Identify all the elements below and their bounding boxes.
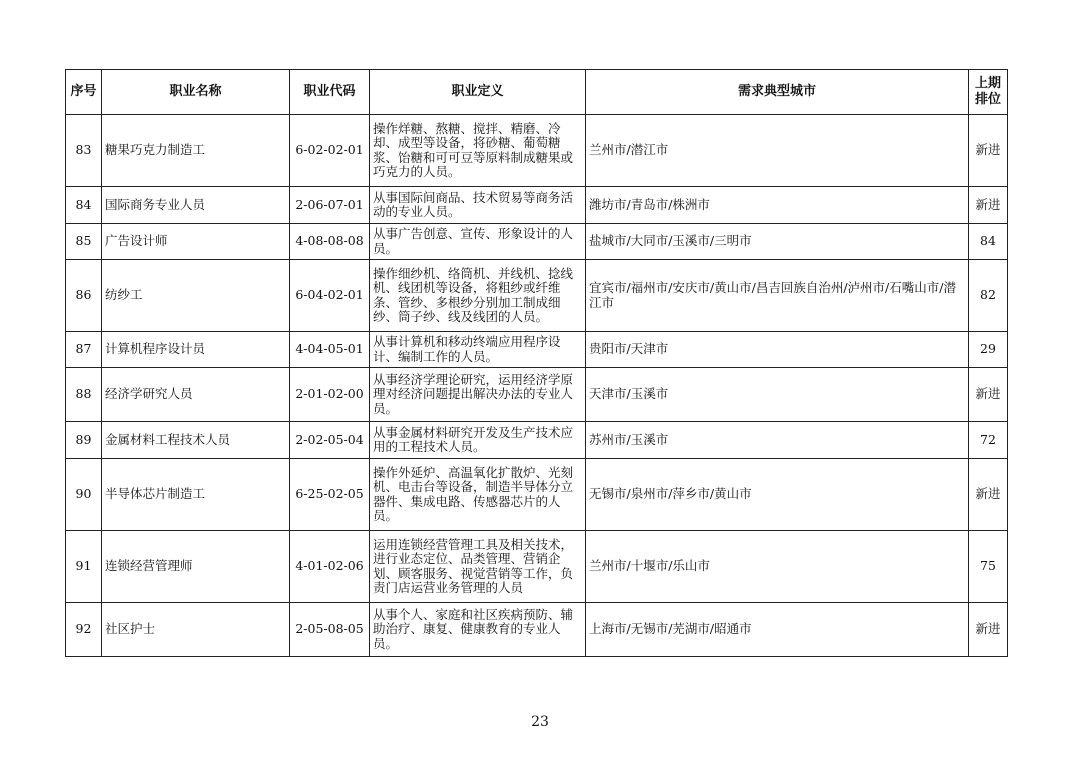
row-definition: 操作细纱机、络筒机、并线机、捻线机、线团机等设备，将粗纱或纤维条、管纱、多根纱分别加工制成细纱、筒子纱、线及线团的人员。: [370, 260, 586, 332]
row-name: 半导体芯片制造工: [102, 459, 290, 531]
row-definition: 操作烊糖、熬糖、搅拌、精磨、冷却、成型等设备，将砂糖、葡萄糖浆、饴糖和可可豆等原料制成糖果或巧克力的人员。: [370, 115, 586, 187]
header-cities: 需求典型城市: [586, 70, 969, 115]
table-row: [66, 368, 1008, 422]
row-rank: 新进: [969, 603, 1008, 657]
header-code: 职业代码: [290, 70, 370, 115]
row-name: 糖果巧克力制造工: [102, 115, 290, 187]
header-name: 职业名称: [102, 70, 290, 115]
row-no: 87: [66, 332, 102, 368]
row-no: 91: [66, 531, 102, 603]
row-name: 广告设计师: [102, 224, 290, 260]
row-no: 84: [66, 187, 102, 224]
header-rank: 上期排位: [969, 70, 1008, 115]
row-code: 4-08-08-08: [290, 224, 370, 260]
row-no: 83: [66, 115, 102, 187]
row-name: 国际商务专业人员: [102, 187, 290, 224]
row-cities: 潍坊市/青岛市/株洲市: [586, 187, 969, 224]
row-cities: 苏州市/玉溪市: [586, 422, 969, 459]
row-rank: 新进: [969, 187, 1008, 224]
row-definition: 从事计算机和移动终端应用程序设计、编制工作的人员。: [370, 332, 586, 368]
row-rank: 新进: [969, 115, 1008, 187]
row-code: 4-04-05-01: [290, 332, 370, 368]
row-definition: 操作外延炉、高温氧化扩散炉、光刻机、电击台等设备，制造半导体分立器件、集成电路、传感器芯片的人员。: [370, 459, 586, 531]
row-no: 85: [66, 224, 102, 260]
row-code: 4-01-02-06: [290, 531, 370, 603]
row-no: 89: [66, 422, 102, 459]
table-row: [66, 224, 1008, 260]
row-cities: 天津市/玉溪市: [586, 368, 969, 422]
table-row: [66, 422, 1008, 459]
page-number: 23: [531, 714, 549, 730]
row-no: 92: [66, 603, 102, 657]
row-name: 社区护士: [102, 603, 290, 657]
row-rank: 82: [969, 260, 1008, 332]
header-definition: 职业定义: [370, 70, 586, 115]
row-code: 6-02-02-01: [290, 115, 370, 187]
table-row: [66, 603, 1008, 657]
row-rank: 72: [969, 422, 1008, 459]
header-no: 序号: [66, 70, 102, 115]
row-cities: 贵阳市/天津市: [586, 332, 969, 368]
table-row: [66, 260, 1008, 332]
row-cities: 上海市/无锡市/芜湖市/昭通市: [586, 603, 969, 657]
row-rank: 29: [969, 332, 1008, 368]
row-rank: 新进: [969, 459, 1008, 531]
table-header-row: [66, 70, 1008, 115]
row-definition: 从事经济学理论研究，运用经济学原理对经济问题提出解决办法的专业人员。: [370, 368, 586, 422]
table-row: [66, 115, 1008, 187]
table-row: [66, 332, 1008, 368]
row-code: 2-01-02-00: [290, 368, 370, 422]
row-code: 2-02-05-04: [290, 422, 370, 459]
table-row: [66, 531, 1008, 603]
row-no: 90: [66, 459, 102, 531]
row-cities: 无锡市/泉州市/萍乡市/黄山市: [586, 459, 969, 531]
table-row: [66, 187, 1008, 224]
row-cities: 兰州市/十堰市/乐山市: [586, 531, 969, 603]
row-definition: 从事金属材料研究开发及生产技术应用的工程技术人员。: [370, 422, 586, 459]
row-code: 6-25-02-05: [290, 459, 370, 531]
row-rank: 84: [969, 224, 1008, 260]
row-name: 金属材料工程技术人员: [102, 422, 290, 459]
row-name: 经济学研究人员: [102, 368, 290, 422]
row-name: 计算机程序设计员: [102, 332, 290, 368]
occupation-table: [65, 69, 1008, 657]
row-definition: 运用连锁经营管理工具及相关技术，进行业态定位、品类管理、营销企划、顾客服务、视觉营销等工作，负责门店运营业务管理的人员: [370, 531, 586, 603]
row-code: 2-06-07-01: [290, 187, 370, 224]
row-no: 88: [66, 368, 102, 422]
table-row: [66, 459, 1008, 531]
row-rank: 75: [969, 531, 1008, 603]
row-definition: 从事广告创意、宣传、形象设计的人员。: [370, 224, 586, 260]
row-cities: 兰州市/潜江市: [586, 115, 969, 187]
row-rank: 新进: [969, 368, 1008, 422]
row-cities: 盐城市/大同市/玉溪市/三明市: [586, 224, 969, 260]
row-definition: 从事国际间商品、技术贸易等商务活动的专业人员。: [370, 187, 586, 224]
row-definition: 从事个人、家庭和社区疾病预防、辅助治疗、康复、健康教育的专业人员。: [370, 603, 586, 657]
row-cities: 宜宾市/福州市/安庆市/黄山市/昌吉回族自治州/泸州市/石嘴山市/潜江市: [586, 260, 969, 332]
row-code: 2-05-08-05: [290, 603, 370, 657]
row-name: 连锁经营管理师: [102, 531, 290, 603]
row-code: 6-04-02-01: [290, 260, 370, 332]
row-no: 86: [66, 260, 102, 332]
row-name: 纺纱工: [102, 260, 290, 332]
